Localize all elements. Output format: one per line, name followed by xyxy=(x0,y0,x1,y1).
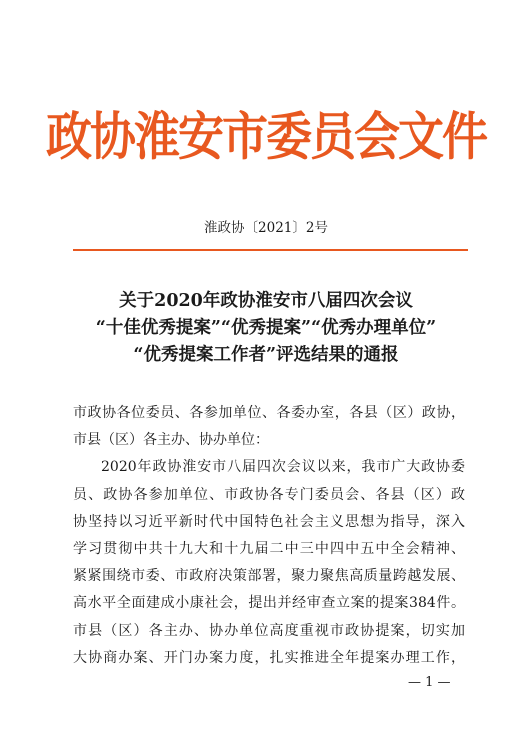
paragraph-line: 员、政协各参加单位、市政协各专门委员会、各县（区）政 xyxy=(73,486,465,503)
document-body xyxy=(73,400,465,672)
document-title xyxy=(0,288,532,369)
paragraph-line: 学习贯彻中共十九大和十九届二中三中四中五中全会精神、 xyxy=(73,541,465,558)
paragraph-line: 大协商办案、开门办案力度，扎实推进全年提案办理工作， xyxy=(73,649,465,666)
salutation-line: 市政协各位委员、各参加单位、各委办室，各县（区）政协， xyxy=(73,405,465,421)
paragraph-line: 协坚持以习近平新时代中国特色社会主义思想为指导，深入 xyxy=(73,513,465,530)
title-line: “十佳优秀提案”“优秀提案”“优秀办理单位” xyxy=(95,318,437,338)
salutation-line: 市县（区）各主办、协办单位： xyxy=(73,432,269,449)
document-masthead: 政协淮安市委员会文件 xyxy=(46,106,486,167)
paragraph-line: 市县（区）各主办、协办单位高度重视市政协提案，切实加 xyxy=(73,622,465,639)
paragraph-line: 2020年政协淮安市八届四次会议以来，我市广大政协委 xyxy=(101,459,465,476)
salutation xyxy=(73,400,465,454)
header-divider xyxy=(73,249,468,251)
paragraph-line: 紧紧围绕市委、市政府决策部署，聚力聚焦高质量跨越发展、 xyxy=(73,568,465,585)
paragraph-line: 高水平全面建成小康社会，提出并经审查立案的提案384件。 xyxy=(73,595,465,612)
page-number: — 1 — xyxy=(408,675,451,690)
body-paragraph xyxy=(73,454,465,672)
title-line: 关于2020年政协淮安市八届四次会议 xyxy=(119,291,413,311)
document-number: 淮政协〔2021〕2号 xyxy=(204,220,328,236)
title-line: “优秀提案工作者”评选结果的通报 xyxy=(133,345,399,365)
